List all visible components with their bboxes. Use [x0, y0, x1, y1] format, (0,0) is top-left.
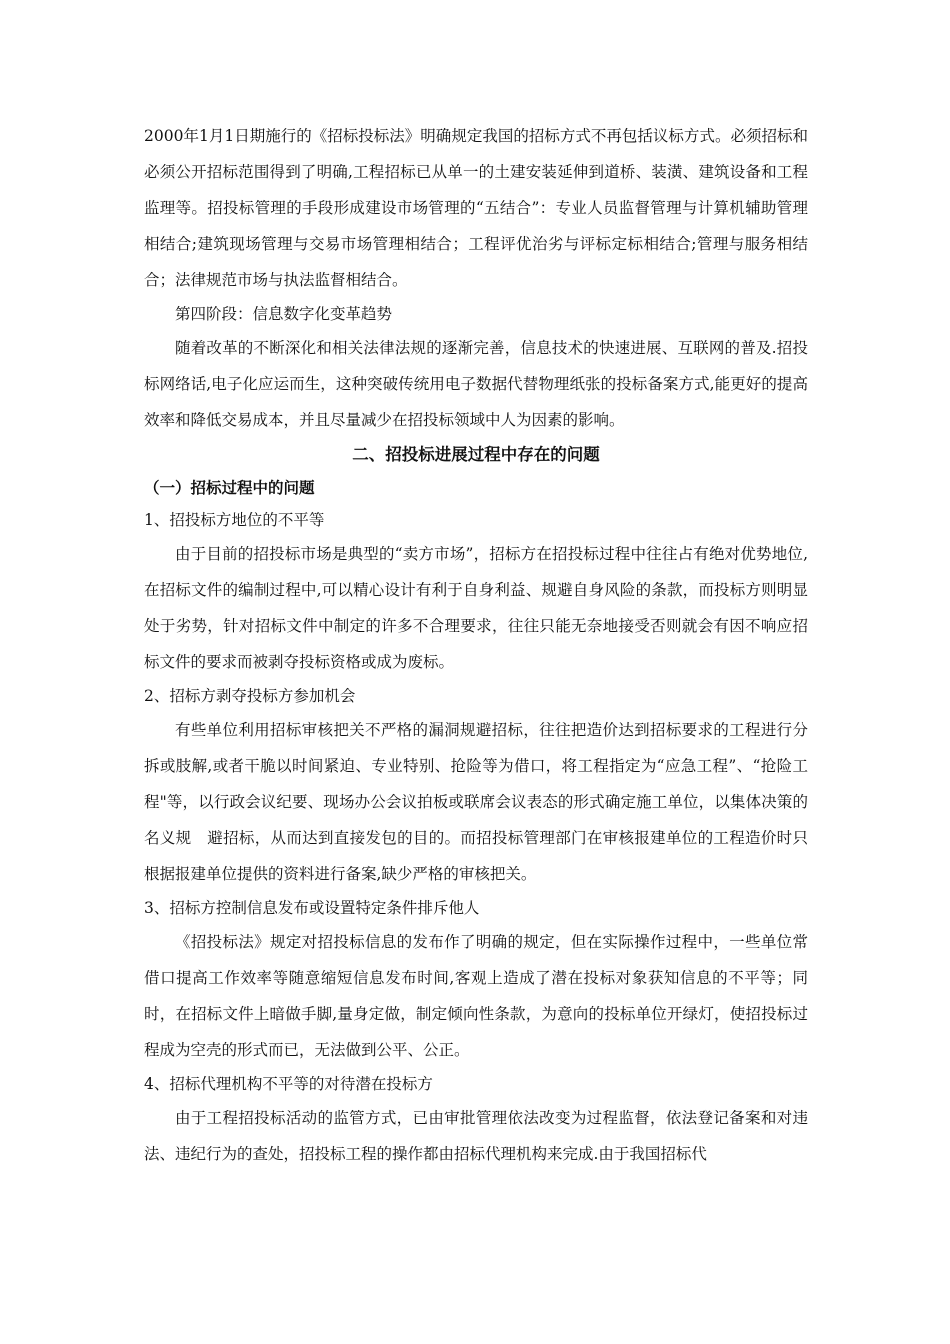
- document-page: [144, 118, 808, 1172]
- paragraph-digital-trend: 随着改革的不断深化和相关法律法规的逐渐完善，信息技术的快速进展、互联网的普及.招投标网络话,电子化应运而生，这种突破传统用电子数据代替物理纸张的投标备案方式,能更好的提高效率和降低交易成本，并且尽量减少在招投标领域中人为因素的影响。: [144, 339, 808, 429]
- item-body-1: 由于目前的招投标市场是典型的“卖方市场”，招标方在招投标过程中往往占有绝对优势地位,在招标文件的编制过程中,可以精心设计有利于自身利益、规避自身风险的条款，而投标方则明显处于劣势，针对招标文件中制定的许多不合理要求，往往只能无奈地接受否则就会有因不响应招标文件的要求而被剥夺投标资格或成为废标。: [144, 545, 808, 671]
- item-body-4: 由于工程招投标活动的监管方式，已由审批管理依法改变为过程监督，依法登记备案和对违法、违纪行为的查处，招投标工程的操作都由招标代理机构来完成.由于我国招标代: [144, 1109, 808, 1163]
- item-heading-3: 3、招标方控制信息发布或设置特定条件排斥他人: [144, 899, 480, 917]
- item-heading-1: 1、招投标方地位的不平等: [144, 511, 325, 529]
- item-body-3: 《招投标法》规定对招投标信息的发布作了明确的规定，但在实际操作过程中，一些单位常借口提高工作效率等随意缩短信息发布时间,客观上造成了潜在投标对象获知信息的不平等；同时，在招标文件上暗做手脚,量身定做，制定倾向性条款，为意向的投标单位开绿灯，使招投标过程成为空壳的形式而已，无法做到公平、公正。: [144, 933, 808, 1059]
- item-heading-2: 2、招标方剥夺投标方参加机会: [144, 687, 356, 705]
- subsection-title: （一）招标过程中的问题: [144, 478, 315, 497]
- section-title: 二、招投标进展过程中存在的问题: [352, 445, 600, 464]
- stage-four-heading: 第四阶段：信息数字化变革趋势: [175, 305, 393, 323]
- item-heading-4: 4、招标代理机构不平等的对待潜在投标方: [144, 1075, 433, 1093]
- item-body-2: 有些单位利用招标审核把关不严格的漏洞规避招标，往往把造价达到招标要求的工程进行分拆或肢解,或者干脆以时间紧迫、专业特别、抢险等为借口，将工程指定为“应急工程”、“抢险工程"等，以行政会议纪要、现场办公会议拍板或联席会议表态的形式确定施工单位，以集体决策的名义规 避招标，从而达到直接发包的目的。而招投标管理部门在审核报建单位的工程造价时只根据报建单位提供的资料进行备案,缺少严格的审核把关。: [144, 721, 808, 883]
- paragraph-tender-law: 2000年1月1日期施行的《招标投标法》明确规定我国的招标方式不再包括议标方式。必须招标和必须公开招标范围得到了明确,工程招标已从单一的土建安装延伸到道桥、装潢、建筑设备和工程监理等。招投标管理的手段形成建设市场管理的“五结合”：专业人员监督管理与计算机辅助管理相结合;建筑现场管理与交易市场管理相结合；工程评优治劣与评标定标相结合;管理与服务相结合；法律规范市场与执法监督相结合。: [144, 127, 808, 289]
